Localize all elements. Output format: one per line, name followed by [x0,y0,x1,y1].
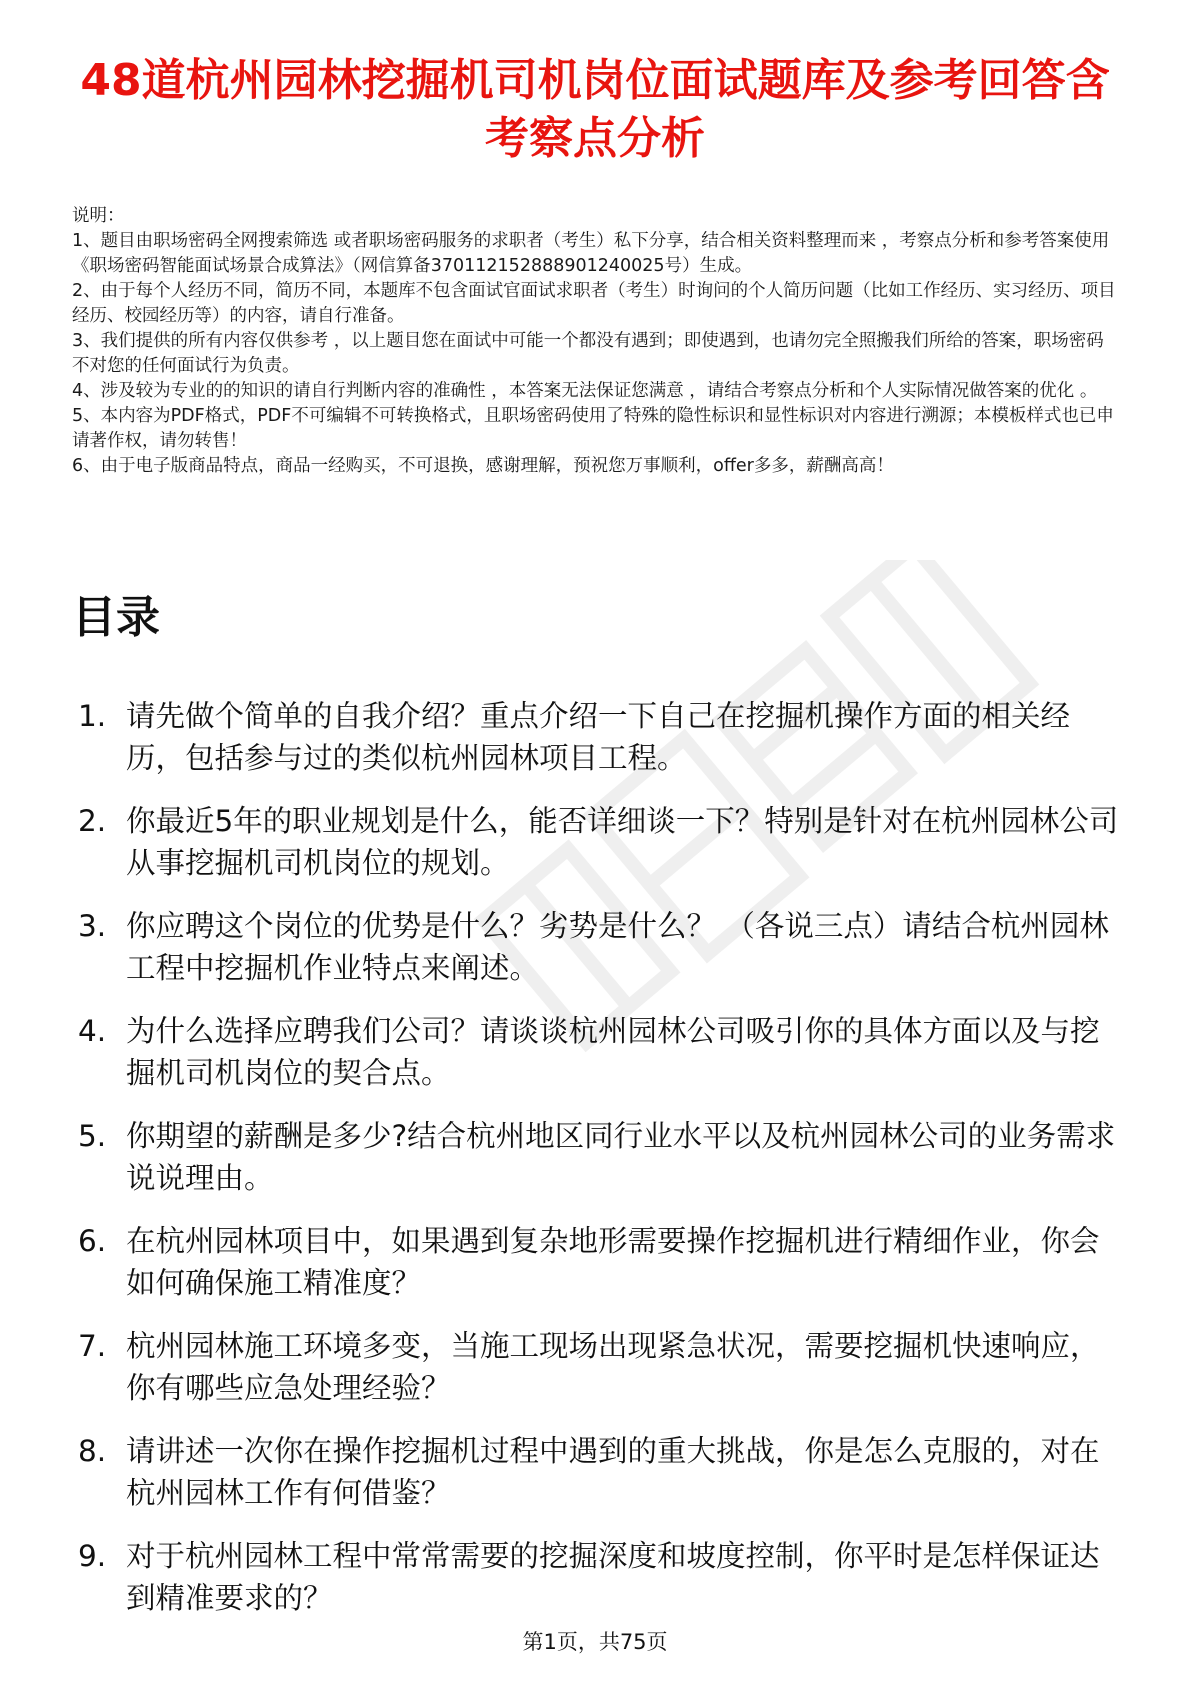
toc-heading: 目录 [72,592,160,643]
note-item: 4、涉及较为专业的的知识的请自行判断内容的准确性 ，本答案无法保证您满意 ，请结合考察点分析和个人实际情况做答案的优化 。 [72,381,1098,401]
question-text: 你最近5年的职业规划是什么，能否详细谈一下？特别是针对在杭州园林公司从事挖掘机司机岗位的规划。 [126,804,1119,880]
question-text: 你应聘这个岗位的优势是什么？劣势是什么？ （各说三点）请结合杭州园林工程中挖掘机作业特点来阐述。 [126,909,1109,985]
notes-heading: 说明： [72,206,125,226]
question-item [78,1430,1128,1514]
question-text: 你期望的薪酬是多少?结合杭州地区同行业水平以及杭州园林公司的业务需求说说理由。 [126,1119,1116,1195]
question-text: 在杭州园林项目中，如果遇到复杂地形需要操作挖掘机进行精细作业，你会如何确保施工精准度？ [126,1224,1100,1300]
question-item [78,1325,1128,1409]
question-number: 1. [78,699,107,733]
note-item: 5、本内容为PDF格式，PDF不可编辑不可转换格式，且职场密码使用了特殊的隐性标识和显性标识对内容进行溯源；本模板样式也已申请著作权，请勿转售！ [72,406,1114,451]
note-item: 6、由于电子版商品特点，商品一经购买，不可退换，感谢理解，预祝您万事顺利，offer多多，薪酬高高！ [72,456,894,476]
document-title: 48道杭州园林挖掘机司机岗位面试题库及参考回答含考察点分析 [80,55,1110,164]
question-number: 8. [78,1434,107,1468]
question-item [78,1115,1128,1199]
note-item: 3、我们提供的所有内容仅供参考 ，以上题目您在面试中可能一个都没有遇到；即使遇到，也请勿完全照搬我们所给的答案，职场密码不对您的任何面试行为负责。 [72,331,1104,376]
notes-section [72,204,1120,479]
question-number: 6. [78,1224,107,1258]
question-text: 杭州园林施工环境多变，当施工现场出现紧急状况，需要挖掘机快速响应，你有哪些应急处理经验？ [126,1329,1100,1405]
page-footer: 第1页，共75页 [522,1630,668,1654]
question-text: 为什么选择应聘我们公司？请谈谈杭州园林公司吸引你的具体方面以及与挖掘机司机岗位的契合点。 [126,1014,1100,1090]
question-text: 请讲述一次你在操作挖掘机过程中遇到的重大挑战，你是怎么克服的，对在杭州园林工作有何借鉴？ [126,1434,1100,1510]
question-item [78,1220,1128,1304]
question-item [78,800,1128,884]
question-text: 对于杭州园林工程中常常需要的挖掘深度和坡度控制，你平时是怎样保证达到精准要求的？ [126,1539,1100,1615]
question-number: 4. [78,1014,107,1048]
question-number: 9. [78,1539,107,1573]
note-item: 2、由于每个人经历不同，简历不同，本题库不包含面试官面试求职者（考生）时询问的个人简历问题（比如工作经历、实习经历、项目经历、校园经历等）的内容，请自行准备。 [72,281,1116,326]
question-number: 3. [78,909,107,943]
question-item [78,905,1128,989]
question-number: 5. [78,1119,107,1153]
question-text: 请先做个简单的自我介绍？重点介绍一下自己在挖掘机操作方面的相关经历，包括参与过的类似杭州园林项目工程。 [126,699,1071,775]
question-item [78,695,1128,779]
question-item [78,1535,1128,1619]
note-item: 1、题目由职场密码全网搜索筛选 或者职场密码服务的求职者（考生）私下分享，结合相关资料整理而来 ，考察点分析和参考答案使用《职场密码智能面试场景合成算法》（网信算备370112152888901240025号）生成。 [72,231,1110,276]
question-item [78,1010,1128,1094]
question-number: 7. [78,1329,107,1363]
question-list [78,695,1128,1640]
question-number: 2. [78,804,107,838]
